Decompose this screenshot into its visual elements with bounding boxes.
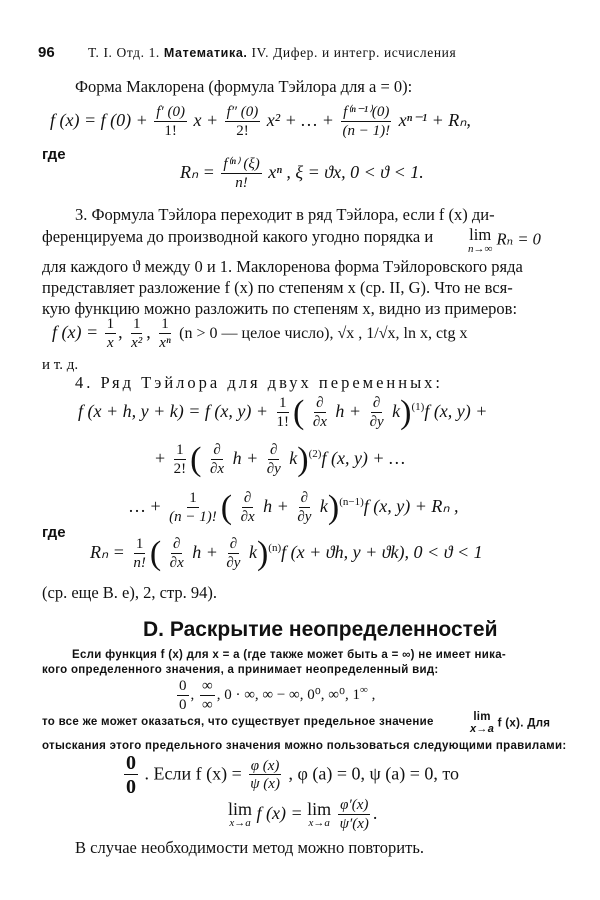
maclaurin-intro bbox=[75, 77, 412, 97]
denominator: ∂x bbox=[312, 413, 327, 430]
lim-under: x→a bbox=[308, 817, 330, 830]
example-2 bbox=[129, 316, 144, 352]
lim-under: x→a bbox=[229, 817, 251, 830]
line2-tail: f (x, y) + … bbox=[321, 447, 406, 468]
section-d-heading: D. Раскрытие неопределенностей bbox=[143, 618, 498, 641]
two-var-remainder bbox=[90, 536, 483, 572]
examples-formula: f (x) = $\frac{1}{x}$ , $\frac{1}{\text{x²}}$ , $\frac{1}{\text{xⁿ}}$ (n > 0 — целое число), √x , 1/√x, ln x, ctg x bbox=[52, 316, 468, 351]
lim-label: lim bbox=[469, 225, 492, 244]
section-d-para1-line1: Если функция f (x) для x = a (где также может быть a = ∞) не имеет ника- bbox=[72, 649, 507, 661]
denominator: ∂x bbox=[209, 460, 225, 477]
rule-text: . Если f (x) = bbox=[144, 763, 242, 784]
denominator: ∂x bbox=[240, 508, 255, 525]
power-1: (1) bbox=[411, 400, 425, 413]
remainder-lhs: Rₙ = bbox=[90, 541, 125, 562]
denominator: 2! bbox=[236, 122, 249, 139]
rule-tail: , φ (a) = 0, ψ (a) = 0, то bbox=[288, 763, 459, 784]
numerator: 1 bbox=[161, 316, 169, 332]
partial-x bbox=[168, 536, 186, 572]
section3-line5: кую функцию можно разложить по степеням x, видно из примеров: bbox=[42, 299, 518, 318]
close-paren: ) bbox=[400, 393, 412, 431]
denominator: 1! bbox=[276, 413, 290, 430]
numerator: f⁽ⁿ⁻¹⁾(0) bbox=[343, 104, 390, 120]
denominator: n! bbox=[133, 554, 146, 571]
reference-note: (ср. еще B. e), 2, стр. 94). bbox=[42, 583, 217, 602]
denominator: ψ′(x) bbox=[339, 815, 369, 832]
section3-line2-text: ференцируема до производной какого угодно порядка и bbox=[42, 227, 434, 246]
lim-label: lim bbox=[473, 711, 491, 723]
lim-rhs: f (x). Для bbox=[497, 717, 551, 730]
section-d-para1-line2: кого определенного значения, а принимает неопределенный вид: bbox=[42, 664, 439, 676]
forms-sup: ∞ bbox=[359, 684, 368, 697]
example-3 bbox=[157, 316, 172, 352]
partial-y bbox=[368, 395, 386, 431]
running-title-bold: Математика. bbox=[163, 46, 248, 60]
numerator: 1 bbox=[279, 395, 287, 411]
k-var: k bbox=[392, 400, 401, 421]
lim-under: n→∞ bbox=[468, 242, 493, 255]
denominator: ∂x bbox=[169, 554, 184, 571]
open-paren: ( bbox=[293, 393, 305, 431]
partial-y bbox=[224, 536, 242, 572]
remainder-formula bbox=[180, 156, 424, 192]
numerator: 1 bbox=[132, 316, 141, 332]
rule-fraction bbox=[248, 758, 282, 794]
numerator: ∂ bbox=[300, 490, 309, 506]
denominator: n! bbox=[235, 174, 248, 191]
section3-limit bbox=[468, 227, 541, 255]
close-paren: ) bbox=[256, 534, 269, 572]
denominator: 0 bbox=[126, 776, 136, 798]
h-plus: h + bbox=[335, 400, 362, 421]
coef-2 bbox=[172, 442, 189, 478]
running-title-suffix: IV. Дифер. и интегр. исчисления bbox=[251, 45, 457, 60]
open-paren: ( bbox=[149, 534, 162, 572]
partial-y bbox=[265, 442, 283, 478]
power-3: (n−1) bbox=[339, 495, 364, 508]
indeterminate-forms: $\frac{0}{0}$ , $\frac{\infty}{\infty}$ , 0 · ∞, ∞ − ∞, 0⁰, ∞⁰, 1∞ , bbox=[179, 678, 376, 713]
numerator: 0 bbox=[126, 752, 136, 774]
lhopital-formula bbox=[228, 797, 377, 833]
formula-lhs: f (x) = f (0) + bbox=[50, 109, 148, 130]
section3-line3: для каждого ϑ между 0 и 1. Маклоренова форма Тэйлоровского ряда bbox=[42, 257, 523, 276]
partial-x bbox=[239, 490, 257, 526]
open-paren: ( bbox=[190, 440, 202, 478]
partial-y bbox=[295, 490, 313, 526]
maclaurin-formula bbox=[50, 104, 471, 140]
denominator: 2! bbox=[173, 460, 187, 477]
denominator: x² bbox=[131, 334, 143, 351]
section-d-para2-line1 bbox=[42, 716, 434, 728]
two-var-line3 bbox=[128, 490, 459, 526]
open-paren: ( bbox=[220, 488, 233, 526]
coef-4 bbox=[131, 536, 148, 572]
lh-end: . bbox=[372, 802, 378, 823]
denominator: ∂y bbox=[297, 508, 312, 525]
coef-3 bbox=[167, 490, 219, 526]
numerator: f′ (0) bbox=[156, 104, 185, 120]
two-var-line2 bbox=[155, 442, 405, 478]
fraction-term-2 bbox=[225, 104, 261, 140]
denominator: 0 bbox=[179, 696, 187, 713]
maclaurin-intro-text: Форма Маклорена (формула Тэйлора для a = 0): bbox=[75, 77, 413, 96]
partial-x bbox=[208, 442, 226, 478]
line1-tail: f (x, y) + bbox=[424, 400, 488, 421]
numerator: ∂ bbox=[270, 442, 278, 458]
section3-line4: представляет разложение f (x) по степеням x (ср. II, G). Что не вся- bbox=[42, 278, 513, 297]
numerator: 1 bbox=[106, 316, 115, 332]
remainder-rhs: xⁿ , ξ = ϑx, 0 < ϑ < 1. bbox=[268, 161, 424, 182]
where-label-1: где bbox=[42, 146, 66, 163]
denominator: (n − 1)! bbox=[342, 122, 391, 139]
two-var-line1 bbox=[78, 395, 487, 431]
section4-title: 4. Ряд Тэйлора для двух переменных: bbox=[75, 373, 443, 392]
power-2: (2) bbox=[308, 447, 322, 460]
lhopital-rule bbox=[122, 752, 459, 799]
lim-label: lim bbox=[307, 799, 332, 820]
line1-lhs: f (x + h, y + k) = f (x, y) + bbox=[78, 400, 269, 421]
denominator: (n − 1)! bbox=[169, 508, 217, 525]
numerator: 0 bbox=[179, 678, 187, 694]
numerator: ∂ bbox=[243, 490, 252, 506]
k-var: k bbox=[248, 541, 257, 562]
numerator: ∂ bbox=[213, 442, 221, 458]
denominator: ∂y bbox=[266, 460, 281, 477]
section-d-para2-line2: отыскания этого предельного значения можно пользоваться следующими правилами: bbox=[42, 740, 567, 752]
line3-lead: … + bbox=[128, 495, 161, 516]
line2-plus: + bbox=[155, 447, 166, 468]
h-plus: h + bbox=[232, 447, 259, 468]
lim-rhs: Rₙ = 0 bbox=[496, 229, 541, 249]
rule-zero-over-zero bbox=[124, 752, 138, 799]
lh-mid: f (x) = bbox=[256, 802, 303, 823]
close-paren: ) bbox=[327, 488, 340, 526]
denominator: 1! bbox=[164, 122, 177, 139]
power-4: (n) bbox=[268, 541, 282, 554]
k-var: k bbox=[319, 495, 328, 516]
numerator: φ′(x) bbox=[340, 797, 369, 813]
numerator: ∂ bbox=[372, 395, 381, 411]
denominator: x bbox=[107, 334, 114, 351]
forms-rest: , 0 · ∞, ∞ − ∞, 0⁰, ∞⁰, 1 bbox=[216, 687, 360, 704]
h-plus: h + bbox=[192, 541, 218, 562]
lim-label: lim bbox=[228, 799, 253, 820]
running-header bbox=[88, 45, 456, 61]
numerator: f⁽ⁿ⁾ (ξ) bbox=[223, 156, 260, 172]
h-plus: h + bbox=[263, 495, 289, 516]
para2-limit bbox=[470, 712, 550, 735]
closing-sentence: В случае необходимости метод можно повторить. bbox=[75, 838, 424, 857]
lim-under: x→a bbox=[470, 722, 495, 735]
para2-text: то все же может оказаться, что существует предельное значение bbox=[42, 716, 434, 728]
denominator: ∂y bbox=[226, 554, 241, 571]
line3-tail: f (x, y) + Rₙ , bbox=[363, 495, 459, 516]
numerator: ∂ bbox=[229, 536, 238, 552]
form-zero-over-zero bbox=[177, 678, 189, 714]
fraction-term-1 bbox=[154, 104, 187, 140]
limit-left bbox=[228, 800, 252, 829]
term-2-var: x² + … + bbox=[266, 109, 334, 130]
derivative-ratio bbox=[338, 797, 371, 833]
where-label-2: где bbox=[42, 524, 66, 541]
example-1 bbox=[105, 316, 117, 352]
form-inf-over-inf bbox=[200, 678, 215, 714]
partial-x bbox=[311, 395, 329, 431]
remainder-tail: f (x + ϑh, y + ϑk), 0 < ϑ < 1 bbox=[281, 541, 483, 562]
limit-right bbox=[307, 800, 331, 829]
section3-line1: 3. Формула Тэйлора переходит в ряд Тэйлора, если f (x) ди- bbox=[75, 205, 495, 224]
examples-lhs: f (x) = bbox=[52, 321, 99, 342]
section3-line2 bbox=[42, 227, 433, 247]
numerator: f″ (0) bbox=[226, 104, 259, 120]
numerator: ∂ bbox=[316, 395, 324, 411]
etc-label: и т. д. bbox=[42, 357, 79, 373]
remainder-fraction bbox=[221, 156, 261, 192]
running-title-prefix: Т. I. Отд. 1. bbox=[88, 45, 160, 60]
numerator: 1 bbox=[135, 536, 144, 552]
denominator: ∞ bbox=[202, 696, 213, 713]
denominator: ψ (x) bbox=[250, 776, 280, 793]
numerator: 1 bbox=[189, 490, 197, 506]
numerator: 1 bbox=[176, 442, 184, 458]
fraction-term-3 bbox=[340, 104, 392, 140]
coef-1 bbox=[275, 395, 292, 431]
limit-notation bbox=[470, 712, 494, 735]
term-1-var: x + bbox=[193, 109, 219, 130]
denominator: xⁿ bbox=[159, 334, 171, 351]
term-3-var: xⁿ⁻¹ + Rₙ, bbox=[398, 109, 471, 130]
numerator: ∞ bbox=[202, 678, 213, 694]
numerator: ∂ bbox=[172, 536, 181, 552]
limit-notation bbox=[468, 227, 492, 255]
examples-rest: (n > 0 — целое число), √x , 1/√x, ln x, ctg x bbox=[179, 324, 468, 342]
remainder-lhs: Rₙ = bbox=[180, 161, 215, 182]
page-number: 96 bbox=[38, 44, 55, 61]
close-paren: ) bbox=[297, 440, 309, 478]
numerator: φ (x) bbox=[250, 757, 280, 774]
denominator: ∂y bbox=[369, 413, 384, 430]
k-var: k bbox=[289, 447, 298, 468]
